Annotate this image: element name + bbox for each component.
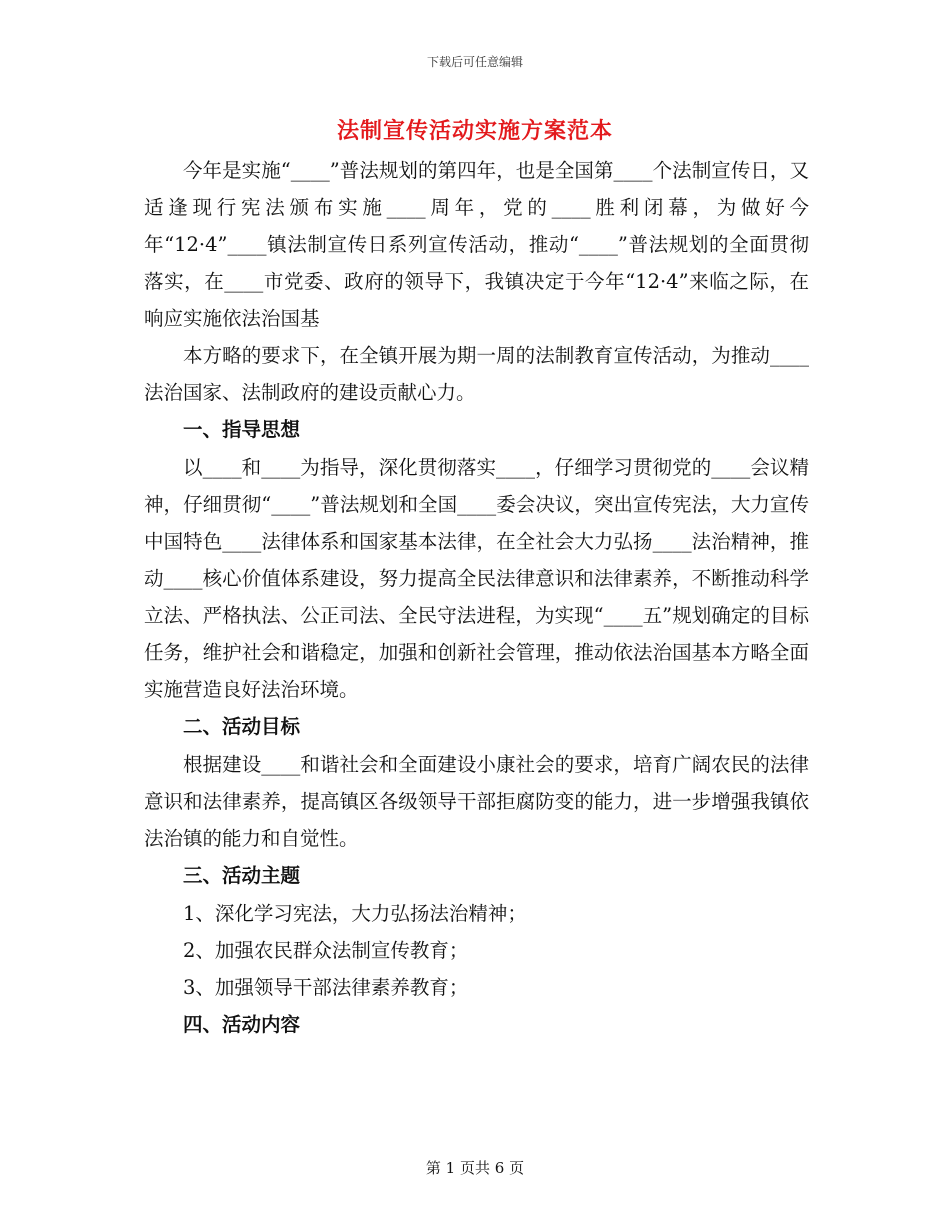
document-body <box>144 152 809 1044</box>
section-guiding-ideology-text: 以____和____为指导，深化贯彻落实____，仔细学习贯彻党的____会议精神，仔细贯彻“____”普法规划和全国____委会决议，突出宣传宪法，大力宣传中国特色____法律体系和国家基本法律，在全社会大力弘扬____法治精神，推动____核心价值体系建设，努力提高全民法律意识和法律素养，不断推动科学立法、严格执法、公正司法、全民守法进程，为实现“____五”规划确定的目标任务，维护社会和谐稳定，加强和创新社会管理，推动依法治国基本方略全面实施营造良好法治环境。 <box>144 456 809 701</box>
theme-item-1: 1、深化学习宪法，大力弘扬法治精神； <box>183 902 527 925</box>
section-heading-activity-theme: 三、活动主题 <box>183 864 301 887</box>
page-header: 下载后可任意编辑 <box>426 55 523 69</box>
theme-item-2: 2、加强农民群众法制宣传教育； <box>183 939 469 962</box>
section-activity-goals-text: 根据建设____和谐社会和全面建设小康社会的要求，培育广阔农民的法律意识和法律素养，提高镇区各级领导干部拒腐防变的能力，进一步增强我镇依法治镇的能力和自觉性。 <box>144 753 809 850</box>
page-footer: 第 1 页共 6 页 <box>425 1159 525 1177</box>
document-title: 法制宣传活动实施方案范本 <box>336 118 613 144</box>
section-heading-activity-content: 四、活动内容 <box>183 1013 301 1036</box>
section-heading-guiding-ideology: 一、指导思想 <box>183 418 301 441</box>
intro-paragraph-2: 本方略的要求下，在全镇开展为期一周的法制教育宣传活动，为推动____法治国家、法制政府的建设贡献心力。 <box>144 344 809 404</box>
intro-paragraph-1: 今年是实施“____”普法规划的第四年，也是全国第____个法制宣传日，又适逢现行宪法颁布实施____周年，党的____胜利闭幕，为做好今年“12·4”____镇法制宣传日系列宣传活动，推动“____”普法规划的全面贯彻落实，在____市党委、政府的领导下，我镇决定于今年“12·4”来临之际，在响应实施依法治国基 <box>144 159 809 330</box>
theme-item-3: 3、加强领导干部法律素养教育； <box>183 976 469 999</box>
section-heading-activity-goals: 二、活动目标 <box>183 715 301 738</box>
